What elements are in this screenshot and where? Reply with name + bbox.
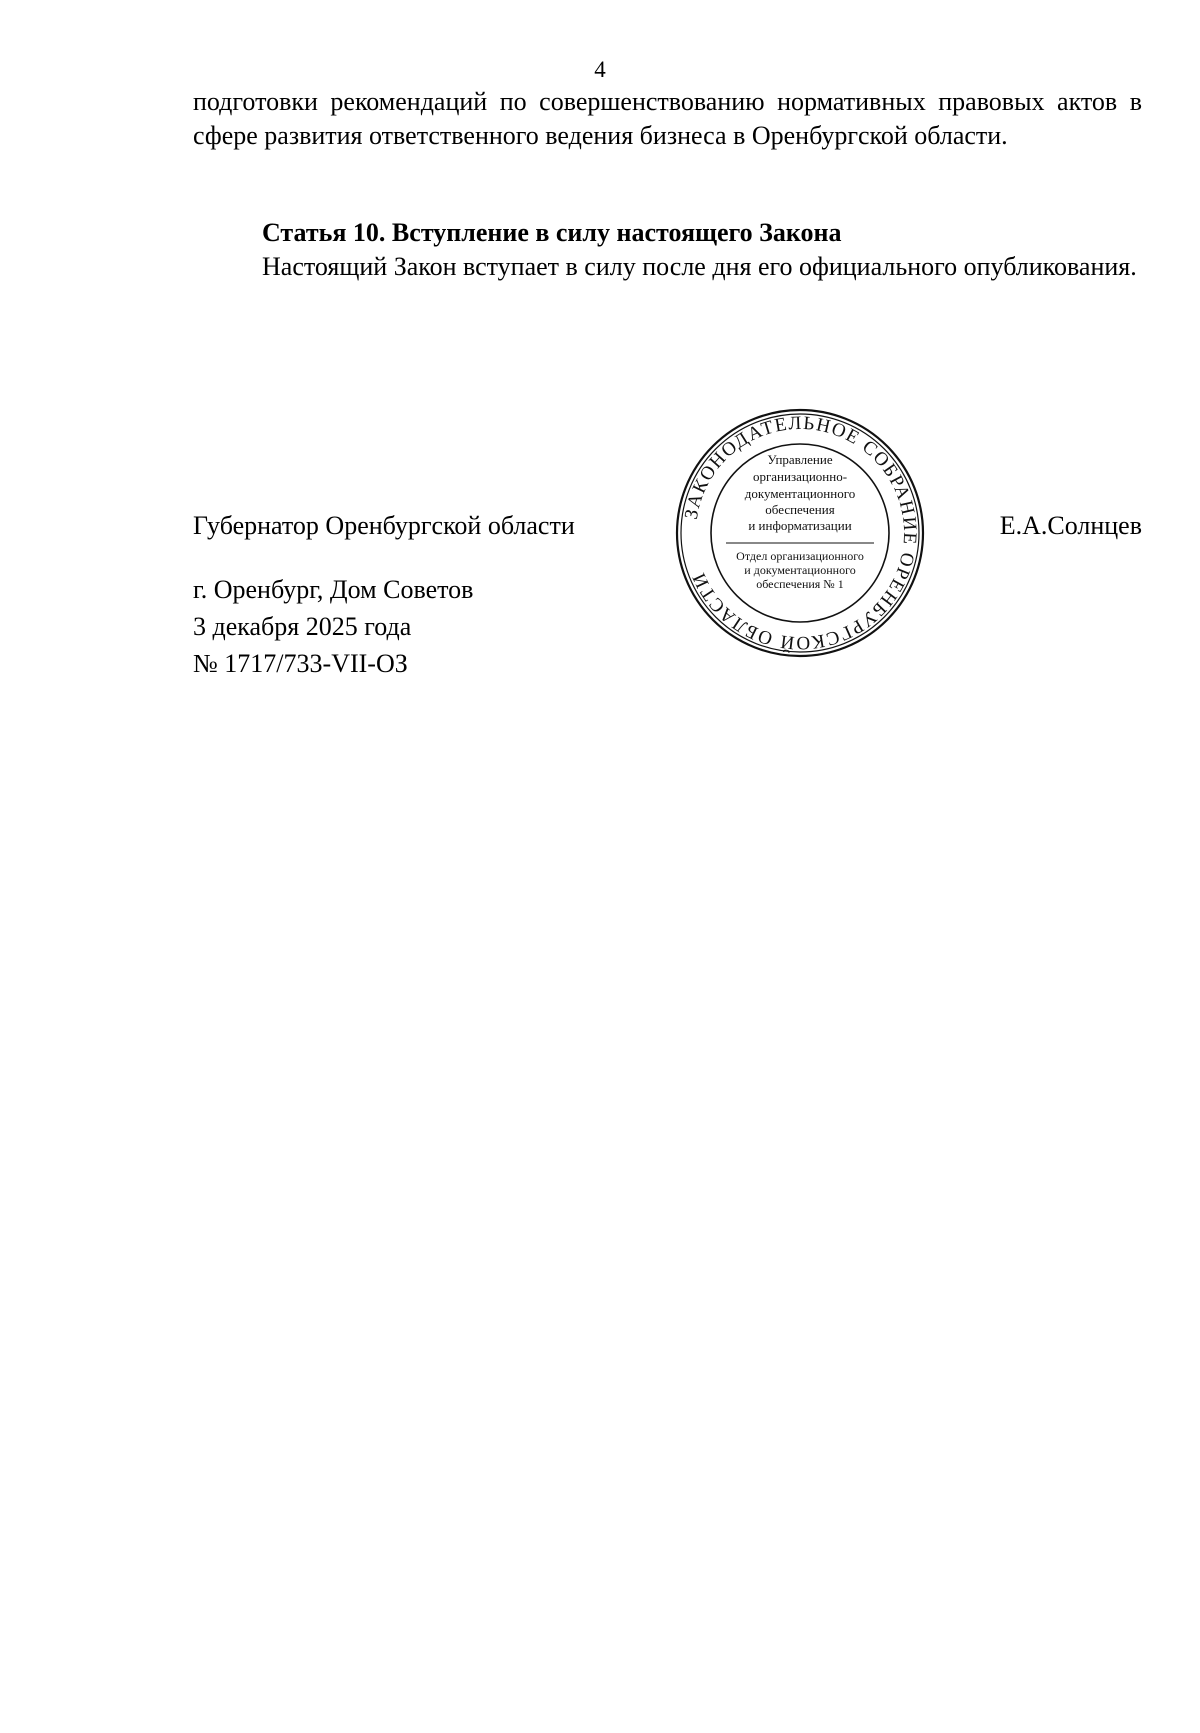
page-number: 4 [594,57,606,82]
official-seal [674,407,926,659]
seal-inner-bottom [736,549,864,591]
seal-inner-line: Управление [767,452,833,467]
seal-graphic [674,407,926,659]
seal-inner-line: и документационного [744,563,856,577]
seal-inner-line: Отдел организационного [736,549,864,563]
seal-inner-line: и информатизации [748,518,852,533]
seal-inner-line: документационного [744,486,856,501]
signatory-name: Е.А.Солнцев [999,511,1142,540]
seal-inner-top [745,452,855,533]
signing-date: 3 декабря 2025 года [193,612,412,641]
article-heading: Статья 10. Вступление в силу настоящего Закона [262,218,842,247]
law-number: № 1717/733-VII-ОЗ [193,649,408,678]
paragraph-continuation: подготовки рекомендаций по совершенствованию нормативных правовых актов в сфере развития ответственного ведения бизнеса в Оренбургской области. [193,87,1142,150]
place-date-block [193,571,473,682]
seal-inner-line: обеспечения [765,502,835,517]
seal-inner-line: организационно- [752,469,848,484]
article-text: Настоящий Закон вступает в силу после дня его официального опубликования. [262,252,1137,281]
signatory-title: Губернатор Оренбургской области [193,511,575,540]
signing-place: г. Оренбург, Дом Советов [193,575,474,604]
seal-ring-text: ЗАКОНОДАТЕЛЬНОЕ СОБРАНИЕ ОРЕНБУРГСКОЙ ОБЛАСТИ [680,412,921,654]
seal-inner-line: обеспечения № 1 [756,577,844,591]
